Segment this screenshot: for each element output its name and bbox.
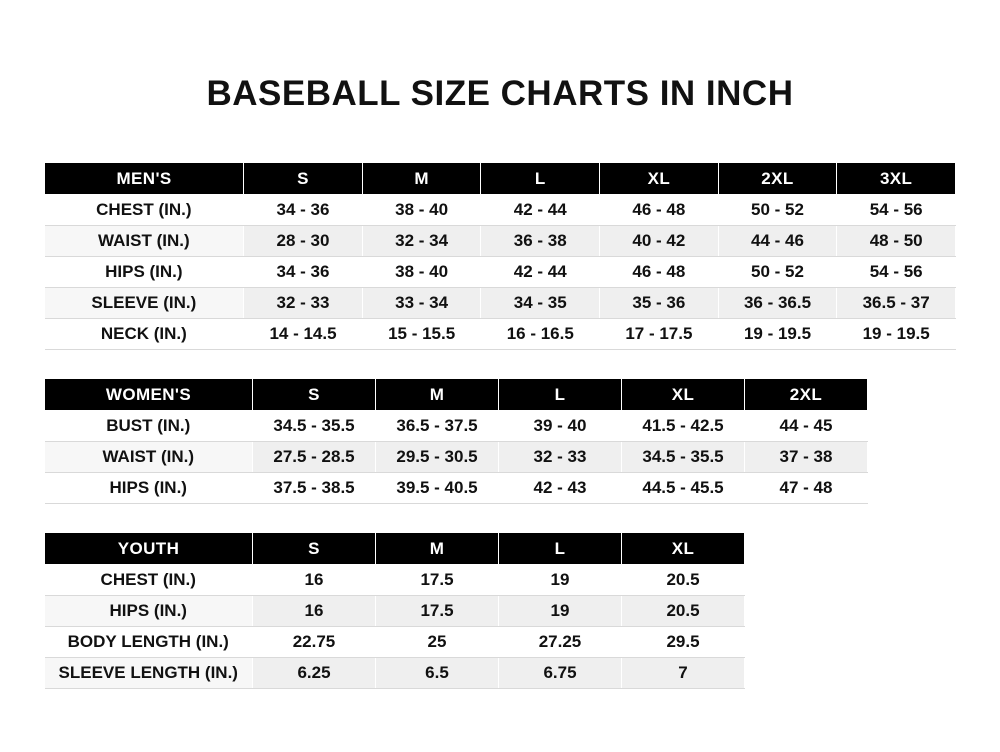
table-cell: 34 - 36: [244, 195, 363, 226]
table-row: [45, 411, 868, 442]
column-header: M: [376, 379, 499, 411]
table-cell: 32 - 33: [244, 288, 363, 319]
table-row: [45, 627, 745, 658]
table-row: [45, 473, 868, 504]
table-cell: 20.5: [622, 596, 745, 627]
column-header: M: [376, 533, 499, 565]
table-cell: 6.75: [499, 658, 622, 689]
mens-size-table-block: [44, 162, 956, 350]
table-row: [45, 658, 745, 689]
row-label: CHEST (IN.): [45, 195, 244, 226]
table-cell: 15 - 15.5: [362, 319, 481, 350]
column-header: S: [253, 379, 376, 411]
table-cell: 34.5 - 35.5: [622, 442, 745, 473]
row-label: BUST (IN.): [45, 411, 253, 442]
table-cell: 34 - 35: [481, 288, 600, 319]
table-cell: 39 - 40: [499, 411, 622, 442]
mens-table-header: [45, 163, 956, 195]
table-cell: 44 - 45: [745, 411, 868, 442]
column-header: 2XL: [745, 379, 868, 411]
table-cell: 29.5: [622, 627, 745, 658]
table-cell: 19: [499, 565, 622, 596]
table-cell: 42 - 43: [499, 473, 622, 504]
table-cell: 33 - 34: [362, 288, 481, 319]
table-cell: 34.5 - 35.5: [253, 411, 376, 442]
womens-table-body: [45, 411, 868, 504]
table-row: [45, 565, 745, 596]
table-cell: 44.5 - 45.5: [622, 473, 745, 504]
table-cell: 42 - 44: [481, 195, 600, 226]
table-cell: 42 - 44: [481, 257, 600, 288]
table-header-row: [45, 379, 868, 411]
table-cell: 17.5: [376, 596, 499, 627]
table-cell: 38 - 40: [362, 257, 481, 288]
table-cell: 48 - 50: [837, 226, 956, 257]
mens-size-table: [44, 162, 956, 350]
row-label: BODY LENGTH (IN.): [45, 627, 253, 658]
column-header: L: [499, 533, 622, 565]
table-cell: 19 - 19.5: [718, 319, 837, 350]
table-cell: 19: [499, 596, 622, 627]
table-cell: 50 - 52: [718, 257, 837, 288]
column-header: M: [362, 163, 481, 195]
column-header: WOMEN'S: [45, 379, 253, 411]
row-label: HIPS (IN.): [45, 257, 244, 288]
column-header: S: [244, 163, 363, 195]
table-cell: 17 - 17.5: [600, 319, 719, 350]
womens-size-table: [44, 378, 868, 504]
table-cell: 16: [253, 565, 376, 596]
row-label: NECK (IN.): [45, 319, 244, 350]
table-cell: 6.5: [376, 658, 499, 689]
table-row: [45, 596, 745, 627]
table-cell: 16 - 16.5: [481, 319, 600, 350]
table-cell: 35 - 36: [600, 288, 719, 319]
table-cell: 36 - 36.5: [718, 288, 837, 319]
table-cell: 50 - 52: [718, 195, 837, 226]
row-label: CHEST (IN.): [45, 565, 253, 596]
column-header: 3XL: [837, 163, 956, 195]
row-label: WAIST (IN.): [45, 226, 244, 257]
column-header: S: [253, 533, 376, 565]
column-header: YOUTH: [45, 533, 253, 565]
youth-table-body: [45, 565, 745, 689]
table-cell: 28 - 30: [244, 226, 363, 257]
table-cell: 46 - 48: [600, 195, 719, 226]
column-header: XL: [622, 533, 745, 565]
table-cell: 32 - 33: [499, 442, 622, 473]
table-cell: 39.5 - 40.5: [376, 473, 499, 504]
table-cell: 22.75: [253, 627, 376, 658]
table-cell: 20.5: [622, 565, 745, 596]
column-header: L: [481, 163, 600, 195]
table-row: [45, 195, 956, 226]
table-cell: 37 - 38: [745, 442, 868, 473]
table-cell: 37.5 - 38.5: [253, 473, 376, 504]
table-row: [45, 319, 956, 350]
table-cell: 36 - 38: [481, 226, 600, 257]
column-header: 2XL: [718, 163, 837, 195]
table-cell: 29.5 - 30.5: [376, 442, 499, 473]
table-cell: 14 - 14.5: [244, 319, 363, 350]
column-header: XL: [622, 379, 745, 411]
row-label: HIPS (IN.): [45, 473, 253, 504]
page-title: BASEBALL SIZE CHARTS IN INCH: [206, 74, 794, 113]
table-cell: 25: [376, 627, 499, 658]
table-row: [45, 257, 956, 288]
youth-size-table: [44, 532, 745, 689]
column-header: MEN'S: [45, 163, 244, 195]
table-row: [45, 288, 956, 319]
table-cell: 46 - 48: [600, 257, 719, 288]
row-label: WAIST (IN.): [45, 442, 253, 473]
youth-size-table-block: [44, 532, 956, 689]
row-label: HIPS (IN.): [45, 596, 253, 627]
table-cell: 54 - 56: [837, 195, 956, 226]
table-cell: 27.5 - 28.5: [253, 442, 376, 473]
youth-table-header: [45, 533, 745, 565]
column-header: L: [499, 379, 622, 411]
table-row: [45, 442, 868, 473]
table-cell: 19 - 19.5: [837, 319, 956, 350]
table-cell: 38 - 40: [362, 195, 481, 226]
table-cell: 36.5 - 37: [837, 288, 956, 319]
table-cell: 16: [253, 596, 376, 627]
table-cell: 27.25: [499, 627, 622, 658]
table-cell: 44 - 46: [718, 226, 837, 257]
table-cell: 6.25: [253, 658, 376, 689]
table-cell: 17.5: [376, 565, 499, 596]
mens-table-body: [45, 195, 956, 350]
table-cell: 40 - 42: [600, 226, 719, 257]
charts-container: [0, 162, 1000, 689]
table-cell: 34 - 36: [244, 257, 363, 288]
column-header: XL: [600, 163, 719, 195]
table-row: [45, 226, 956, 257]
table-header-row: [45, 533, 745, 565]
table-cell: 41.5 - 42.5: [622, 411, 745, 442]
table-cell: 47 - 48: [745, 473, 868, 504]
row-label: SLEEVE (IN.): [45, 288, 244, 319]
womens-table-header: [45, 379, 868, 411]
row-label: SLEEVE LENGTH (IN.): [45, 658, 253, 689]
table-cell: 7: [622, 658, 745, 689]
womens-size-table-block: [44, 378, 956, 504]
table-cell: 36.5 - 37.5: [376, 411, 499, 442]
table-cell: 54 - 56: [837, 257, 956, 288]
table-cell: 32 - 34: [362, 226, 481, 257]
table-header-row: [45, 163, 956, 195]
